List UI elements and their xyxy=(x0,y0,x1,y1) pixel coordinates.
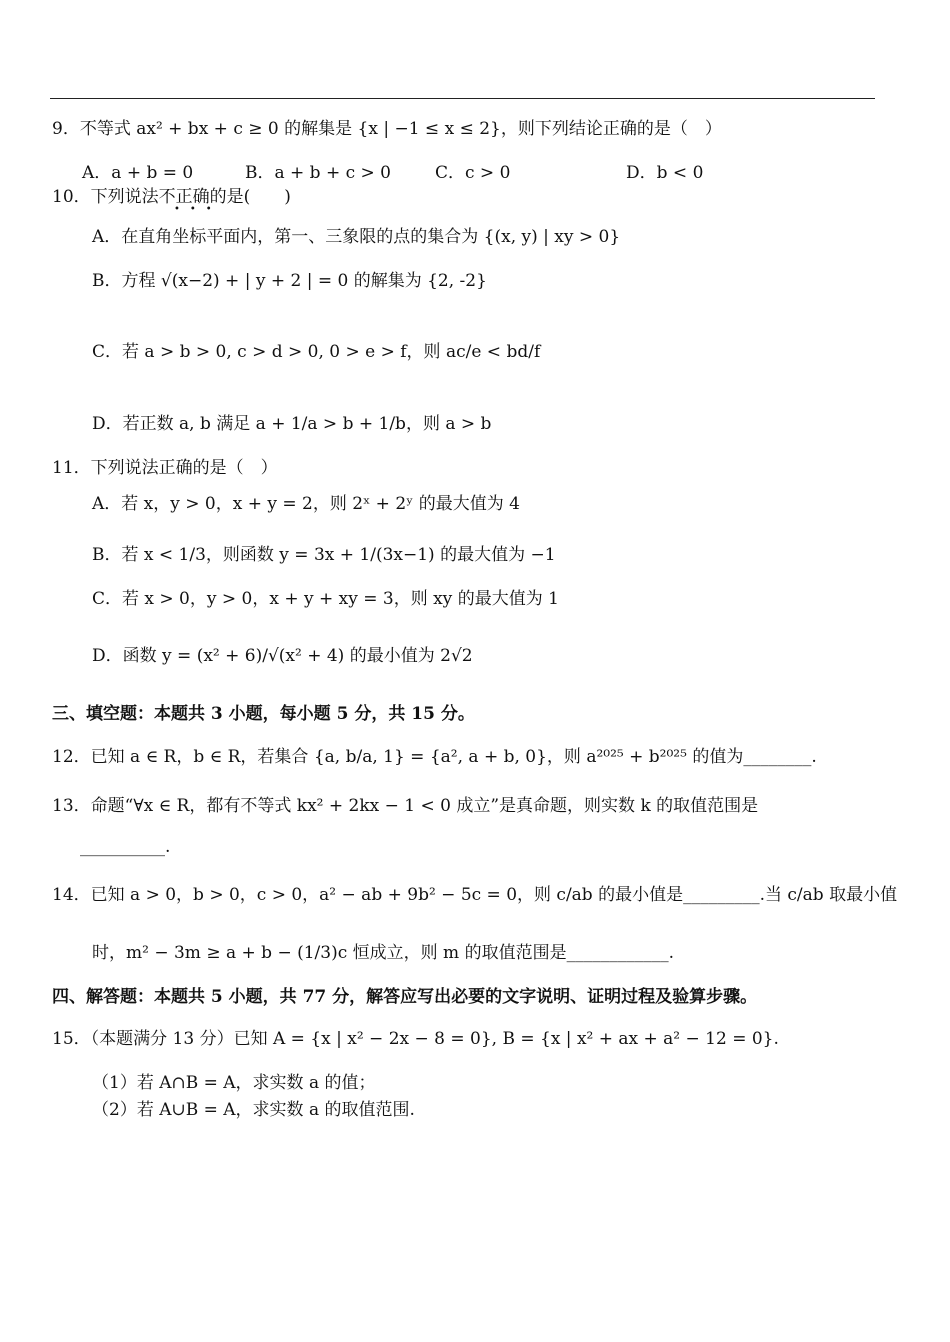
q9-option-c: C．c > 0 xyxy=(435,163,511,183)
q11-option-c: C．若 x > 0，y > 0，x + y + xy = 3，则 xy 的最大值为 1 xyxy=(92,589,559,609)
q9-stem: 9．不等式 ax² + bx + c ≥ 0 的解集是 {x | −1 ≤ x ≤ 2}，则下列结论正确的是（ ） xyxy=(52,119,722,139)
q11-stem: 11．下列说法正确的是（ ） xyxy=(52,458,278,478)
emphasis-dots: ••• xyxy=(174,204,222,215)
q11-option-a: A．若 x，y > 0，x + y = 2，则 2ˣ + 2ʸ 的最大值为 4 xyxy=(92,494,520,514)
q13-line2: __________. xyxy=(80,837,171,857)
section3-heading: 三、填空题：本题共 3 小题，每小题 5 分，共 15 分。 xyxy=(52,704,475,724)
q11-option-b: B．若 x < 1/3，则函数 y = 3x + 1/(3x−1) 的最大值为 −1 xyxy=(92,545,556,565)
q14-line2: 时，m² − 3m ≥ a + b − (1/3)c 恒成立，则 m 的取值范围是____________. xyxy=(92,943,674,963)
q9-option-a: A．a + b = 0 xyxy=(82,163,194,183)
q9-option-b: B．a + b + c > 0 xyxy=(245,163,392,183)
q14-line1: 14．已知 a > 0，b > 0，c > 0，a² − ab + 9b² − 5c = 0，则 c/ab 的最小值是_________.当 c/ab 取最小值 xyxy=(52,885,898,905)
q15-part1: （1）若 A∩B = A，求实数 a 的值； xyxy=(92,1073,376,1093)
q9-option-d: D．b < 0 xyxy=(626,163,704,183)
q15-stem: 15．（本题满分 13 分）已知 A = {x | x² − 2x − 8 = 0}, B = {x | x² + ax + a² − 12 = 0}. xyxy=(52,1029,779,1049)
q10-option-c: C．若 a > b > 0, c > d > 0, 0 > e > f，则 ac/e < bd/f xyxy=(92,342,541,362)
q11-option-d: D．函数 y = (x² + 6)/√(x² + 4) 的最小值为 2√2 xyxy=(92,646,473,666)
q10-option-b: B．方程 √(x−2) + | y + 2 | = 0 的解集为 {2, -2} xyxy=(92,271,487,291)
q10-option-d: D．若正数 a, b 满足 a + 1/a > b + 1/b，则 a > b xyxy=(92,414,492,434)
q10-option-a: A．在直角坐标平面内，第一、三象限的点的集合为 {(x, y) | xy > 0} xyxy=(92,227,621,247)
header-rule xyxy=(50,98,875,99)
q10-stem: 10．下列说法不正确的是( ) xyxy=(52,187,291,207)
q13-line1: 13．命题“∀x ∈ R，都有不等式 kx² + 2kx − 1 < 0 成立”是真命题，则实数 k 的取值范围是 xyxy=(52,796,759,816)
section4-heading: 四、解答题：本题共 5 小题，共 77 分，解答应写出必要的文字说明、证明过程及验算步骤。 xyxy=(52,987,758,1007)
q15-part2: （2）若 A∪B = A，求实数 a 的取值范围. xyxy=(92,1100,415,1120)
q12-text: 12．已知 a ∈ R，b ∈ R，若集合 {a, b/a, 1} = {a², a + b, 0}，则 a²⁰²⁵ + b²⁰²⁵ 的值为________. xyxy=(52,747,817,767)
